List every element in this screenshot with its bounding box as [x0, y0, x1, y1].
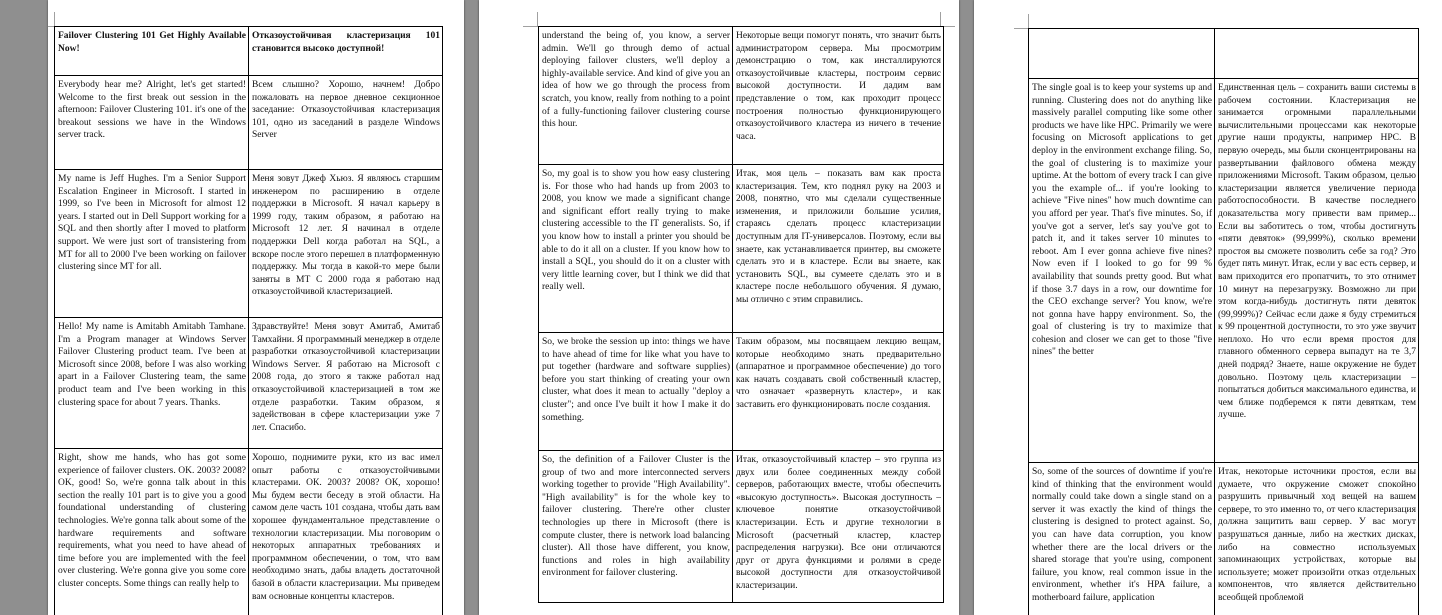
translation-table — [54, 26, 443, 615]
source-cell[interactable]: Failover Clustering 101 Get Highly Available Now! — [55, 27, 249, 76]
target-cell[interactable]: Всем слышно? Хорошо, начнем! Добро пожаловать на первое дневное секционное заседание: Отказоустойчивая кластеризация 101, одно из заседаний в разделе Windows Server — [249, 76, 443, 170]
source-cell[interactable]: understand the being of, you know, a server admin. We'll go through demo of actual deploying failover clusters, we'll deploy a highly-available service. And kind of give you an idea of how we go through the process from scratch, you know, really from nothing to a point of a fully-functioning failover clustering course this hour. — [539, 27, 733, 165]
document-page-1 — [48, 0, 464, 615]
translation-table — [1028, 28, 1419, 615]
source-cell[interactable]: So, my goal is to show you how easy clustering is. For those who had hands up from 2003 to 2008, you know we made a significant change and significant effort really trying to make clustering accessible to the IT generalists. So, if you know how to install a printer you should be able to do it all on a cluster. If you know how to install a SQL, you should do it on a cluster with very little learning cover, but I think we did that really well. — [539, 165, 733, 333]
source-cell[interactable]: So, some of the sources of downtime if you're kind of thinking that the environment would normally could take down a single stand on a server it was exactly the kind of things the clustering is designed to protect against. So, you can have data corruption, you know whether there are the local drivers or the shared storage that you're using, component failure, you know, real common issue in the environment, whether it's HPA failure, a motherboard failure, application — [1029, 463, 1215, 615]
table-row — [1029, 463, 1419, 615]
target-cell[interactable]: Некоторые вещи помогут понять, что значит быть администратором сервера. Мы просмотрим демонстрацию о том, как инсталлируются отказоустойчивые кластеры, построим сервис высокой доступности. И дадим вам представление о том, как проходит процесс построения полностью функционирующего отказоустойчивого кластера из ничего в течение часа. — [733, 27, 944, 165]
table-row — [55, 27, 443, 76]
target-cell[interactable]: Единственная цель – сохранить ваши системы в рабочем состоянии. Кластеризация не занимается огромными параллельными вычислительными процессами как некоторые другие наши продукты, например HPC. В первую очередь, мы были сконцентрированы на развертывании файлового обмена между приложениями Microsoft. Таким образом, целью кластеризации является увеличение периода работоспособности. В качестве последнего доказательства могу привести вам пример... Если вы заботитесь о том, чтобы достигнуть «пяти девяток» (99,999%), сколько времени простоя вы сможете позволить себе за год? Это будет пять минут. Итак, если у вас есть сервер, и вам приходится его пропатчить, то это отнимет 10 минут на перезагрузку. Возможно ли при этом когда-нибудь достигнуть пяти девяток (99,999%)? Сейчас если даже я буду стремиться к 99 процентной доступности, то это уже звучит неплохо. Но что если время простоя для главного обменного сервера выпадут на те 3,7 дней подряд? Знаете, наше окружение не будет довольно. Поэтому цель кластеризации – попытаться добиться максимального единства, и чем ближе подберемся к пяти девяткам, тем лучше. — [1215, 79, 1419, 463]
crop-mark — [1014, 14, 1029, 29]
source-cell[interactable]: So, the definition of a Failover Cluster is the group of two and more interconnected servers working together to provide "High Availability". "High availability" is for the whole key to failover clustering. There're other cluster technologies up there in Microsoft (there is compute cluster, there is network load balancing cluster). All those have different, you know, functions and roles in high availability environment for failover clustering. — [539, 451, 733, 603]
source-cell[interactable]: The single goal is to keep your systems up and running. Clustering does not do anything like massively parallel computing like some other products we have like HPC. Primarily we were focusing on Microsoft applications to get deploy in the environment exchange filing. So, the goal of clustering is to maximize your uptime. At the bottom of every track I can give you the example of... if you're looking to achieve "Five nines" how much downtime can you afford per year. That's five minutes. So, if you've got a server, let's say you've got to patch it, and it takes server 10 minutes to reboot. Am I ever gonna achieve five nines? Now even if I looked to go for 99 % availability that sounds pretty good. But what if those 3.7 days in a row, our downtime for the CEO exchange server? You know, we're not gonna have happy environment. So, the goal of clustering is try to maximize that cohesion and closer we can get to those "five nines" the better — [1029, 79, 1215, 463]
table-row — [1029, 79, 1419, 463]
crop-mark — [940, 12, 955, 27]
document-page-2 — [479, 0, 959, 615]
document-page-3 — [974, 0, 1442, 615]
source-cell[interactable]: Hello! My name is Amitabh Amitabh Tamhane. I'm a Program manager at Windows Server Failover Clustering product team. I've been at Microsoft since 2008, before I was also working apart in a Failover Clustering team, the same product team and I've been working in this clustering space for about 7 years. Thanks. — [55, 318, 249, 449]
source-cell[interactable]: Everybody hear me? Alright, let's get started! Welcome to the first break out session in the afternoon: Failover Clustering 101. it's one of the breakout sessions we have in the Windows server track. — [55, 76, 249, 170]
target-cell[interactable]: Меня зовут Джеф Хьюз. Я являюсь старшим инженером по расширению в отделе поддержки в Microsoft. Я начал карьеру в 1999 году, таким образом, я работаю на Microsoft 12 лет. Я начинал в отделе поддержки Dell когда работал на SQL, а вскоре после этого перешел в платформенную поддержку. Мы тогда в какой-то мере были заняты в МТ С 2000 года я работаю над отказоустойчивой кластеризацией. — [249, 170, 443, 318]
target-cell[interactable]: Отказоустойчивая кластеризация 101 становится высоко доступной! — [249, 27, 443, 76]
target-cell[interactable]: Итак, отказоустойчивый кластер – это группа из двух или более соединенных между собой серверов, работающих вместе, чтобы обеспечить «высокую доступность». Высокая доступность – ключевое понятие отказоустойчивой кластеризации. Есть и другие технологии в Microsoft (расчетный кластер, кластер распределения нагрузки). Все они отличаются друг от друга функциями и ролями в среде высокой доступности для отказоустойчивой кластеризации. — [733, 451, 944, 603]
target-cell[interactable]: Таким образом, мы посвящаем лекцию вещам, которые необходимо знать предварительно (аппаратное и программное обеспечение) до того как начать создавать свой собственный кластер, что означает «развернуть кластер», и как заставить его функционировать после создания. — [733, 333, 944, 451]
translation-table — [538, 26, 944, 603]
table-row — [539, 165, 944, 333]
target-cell[interactable]: Итак, некоторые источники простоя, если вы думаете, что окружение сможет спокойно разрушить привычный ход вещей на вашем сервере, то это именно то, от чего кластеризация должна защитить ваш сервер. У вас могут разрушаться данные, либо на жестких дисках, либо на совместно используемых запоминающих устройствах, которые вы используете; может произойти отказ отдельных компонентов, что является действительно всеобщей проблемой — [1215, 463, 1419, 615]
target-cell[interactable] — [1215, 29, 1419, 79]
target-cell[interactable]: Здравствуйте! Меня зовут Амитаб, Амитаб Тамхайни. Я программный менеджер в отделе разработки отказоустойчивой кластеризации Windows Server. Я работаю на Microsoft с 2008 года, до этого я также работал над отказоустойчивой кластеризацией в том же отделе разработки. Таким образом, я задействован в сфере кластеризации уже 7 лет. Спасибо. — [249, 318, 443, 449]
source-cell[interactable]: Right, show me hands, who has got some experience of failover clusters. OK. 2003? 2008? OK, good! So, we're gonna talk about in this section the really 101 part is to give you a good foundational understanding of clustering technologies. We're gonna talk about some of the hardware requirements and software requirements, what you need to have ahead of time before you are implemented with the feel over clustering. We're gonna give you some core cluster concepts. Some things can really help to — [55, 449, 249, 615]
table-row — [55, 170, 443, 318]
crop-mark — [48, 12, 55, 27]
table-row — [539, 451, 944, 603]
source-cell[interactable]: My name is Jeff Hughes. I'm a Senior Support Escalation Engineer in Microsoft. I started in 1999, so I've been in Microsoft for almost 12 years. I started out in Dell Support working for a SQL and then shortly after I moved to platform support. We were just sort of transistering from MT for all to 2000 I've been working on failover clustering since MT for all. — [55, 170, 249, 318]
table-row — [55, 318, 443, 449]
source-cell[interactable]: So, we broke the session up into: things we have to have ahead of time for like what you have to put together (hardware and software supplies) before you start thinking of creating your own cluster, what does it mean to actually "deploy a cluster"; and once I've built it how I make it do something. — [539, 333, 733, 451]
source-cell[interactable] — [1029, 29, 1215, 79]
table-row — [55, 76, 443, 170]
target-cell[interactable]: Итак, моя цель – показать вам как проста кластеризация. Тем, кто поднял руку на 2003 и 2008, понятно, что мы сделали существенные изменения, и приложили большие усилия, стараясь сделать процесс кластеризации доступным для IT-универсалов. Поэтому, если вы знаете, как устанавливается принтер, вы сможете сделать это и в кластере. Если вы знаете, как установить SQL, вы сумеете сделать это и в кластере после небольшого обучения. Я думаю, мы отлично с этим справились. — [733, 165, 944, 333]
table-row — [55, 449, 443, 615]
table-row — [1029, 29, 1419, 79]
crop-mark — [523, 12, 538, 27]
table-row — [539, 333, 944, 451]
table-row — [539, 27, 944, 165]
target-cell[interactable]: Хорошо, поднимите руки, кто из вас имел опыт работы с отказоустойчивыми кластерами. ОК. 2003? 2008? ОК, хорошо! Мы будем вести беседу в этой области. На самом деле часть 101 создана, чтобы дать вам хорошее фундаментальное представление о технологии кластеризации. Мы поговорим о некоторых аппаратных требованиях и программном обеспечении, о том, что вам необходимо знать, дабы владеть достаточной базой в области кластеризации. Мы приведем вам основные концепты кластеров. — [249, 449, 443, 615]
